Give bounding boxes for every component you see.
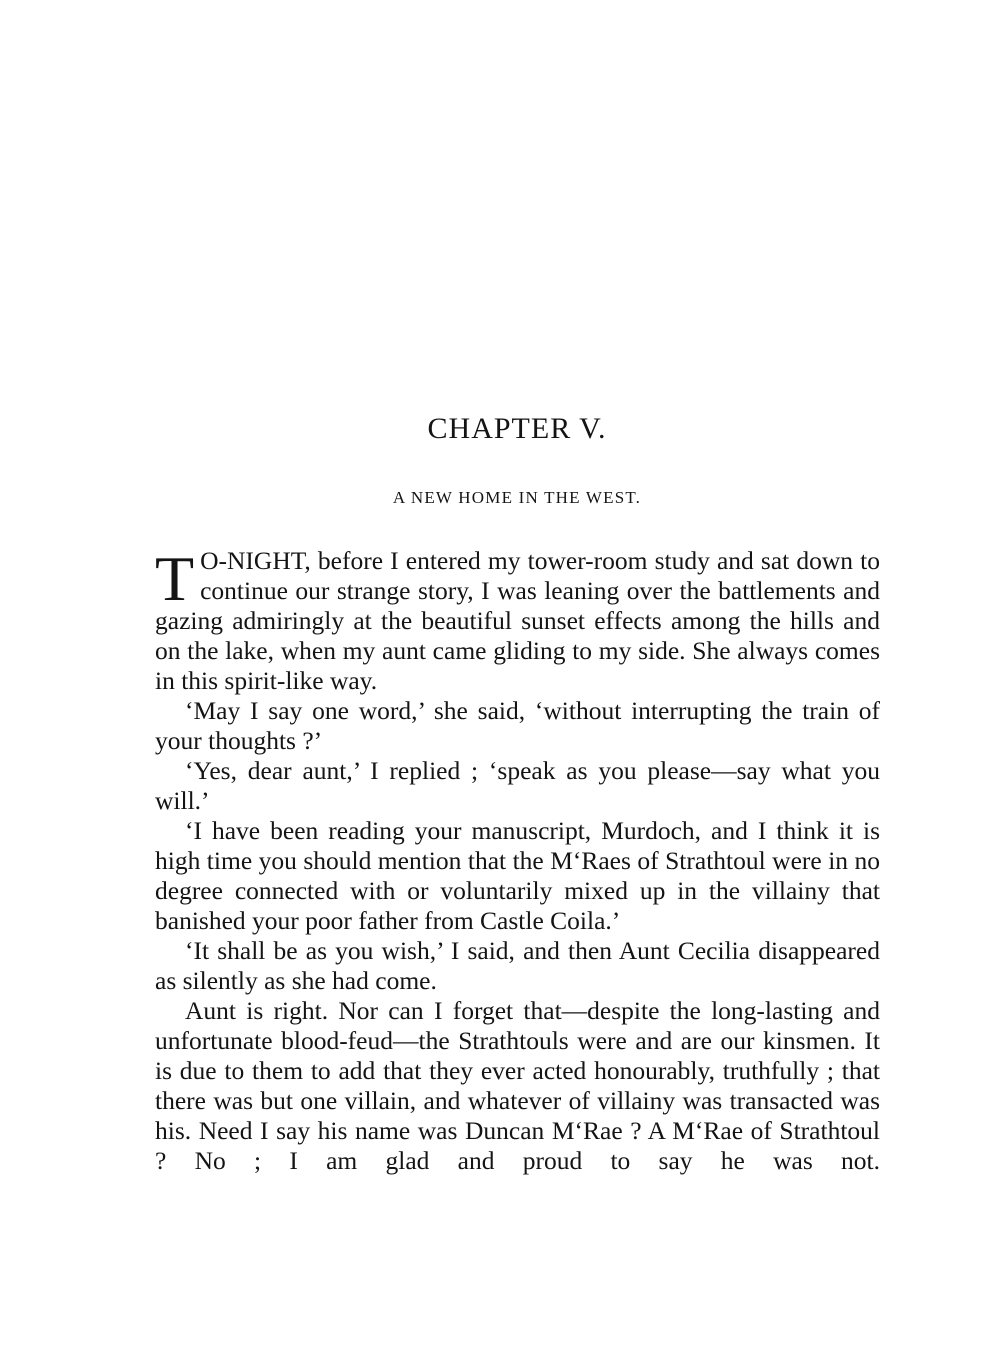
chapter-subtitle: A NEW HOME IN THE WEST. [392, 488, 642, 507]
paragraph-3: ‘Yes, dear aunt,’ I replied ; ‘speak as you please—say what you will.’ [155, 756, 880, 815]
paragraph-1-text: O-NIGHT, before I entered my tower-room study and sat down to continue our strange story, I was leaning over the battlements and gazing admiringly at the beautiful sunset effects among the hills and on the lake, when my aunt came gliding to my side. She always comes in this spirit-like way. [155, 546, 880, 695]
chapter-title: CHAPTER V. [427, 412, 607, 445]
paragraph-2: ‘May I say one word,’ she said, ‘without interrupting the train of your thoughts ?’ [155, 696, 880, 755]
paragraph-4: ‘I have been reading your manuscript, Murdoch, and I think it is high time you should mention that the M‘Raes of Strathtoul were in no degree connected with or voluntarily mixed up in the villainy that banished your poor father from Castle Coila.’ [155, 816, 880, 935]
drop-cap: T [155, 543, 195, 614]
paragraph-5: ‘It shall be as you wish,’ I said, and then Aunt Cecilia disappeared as silently as she had come. [155, 936, 880, 995]
body-text [155, 543, 880, 1176]
paragraph-6: Aunt is right. Nor can I forget that—despite the long-lasting and unfortunate blood-feud—the Strathtouls were and are our kinsmen. It is due to them to add that they ever acted honourably, truthfully ; that there was but one villain, and whatever of villainy was transacted was his. Need I say his name was Duncan M‘Rae ? A M‘Rae of Strathtoul ? No ; I am glad and proud to say he was not. [155, 996, 880, 1175]
paragraph-1 [155, 543, 880, 696]
